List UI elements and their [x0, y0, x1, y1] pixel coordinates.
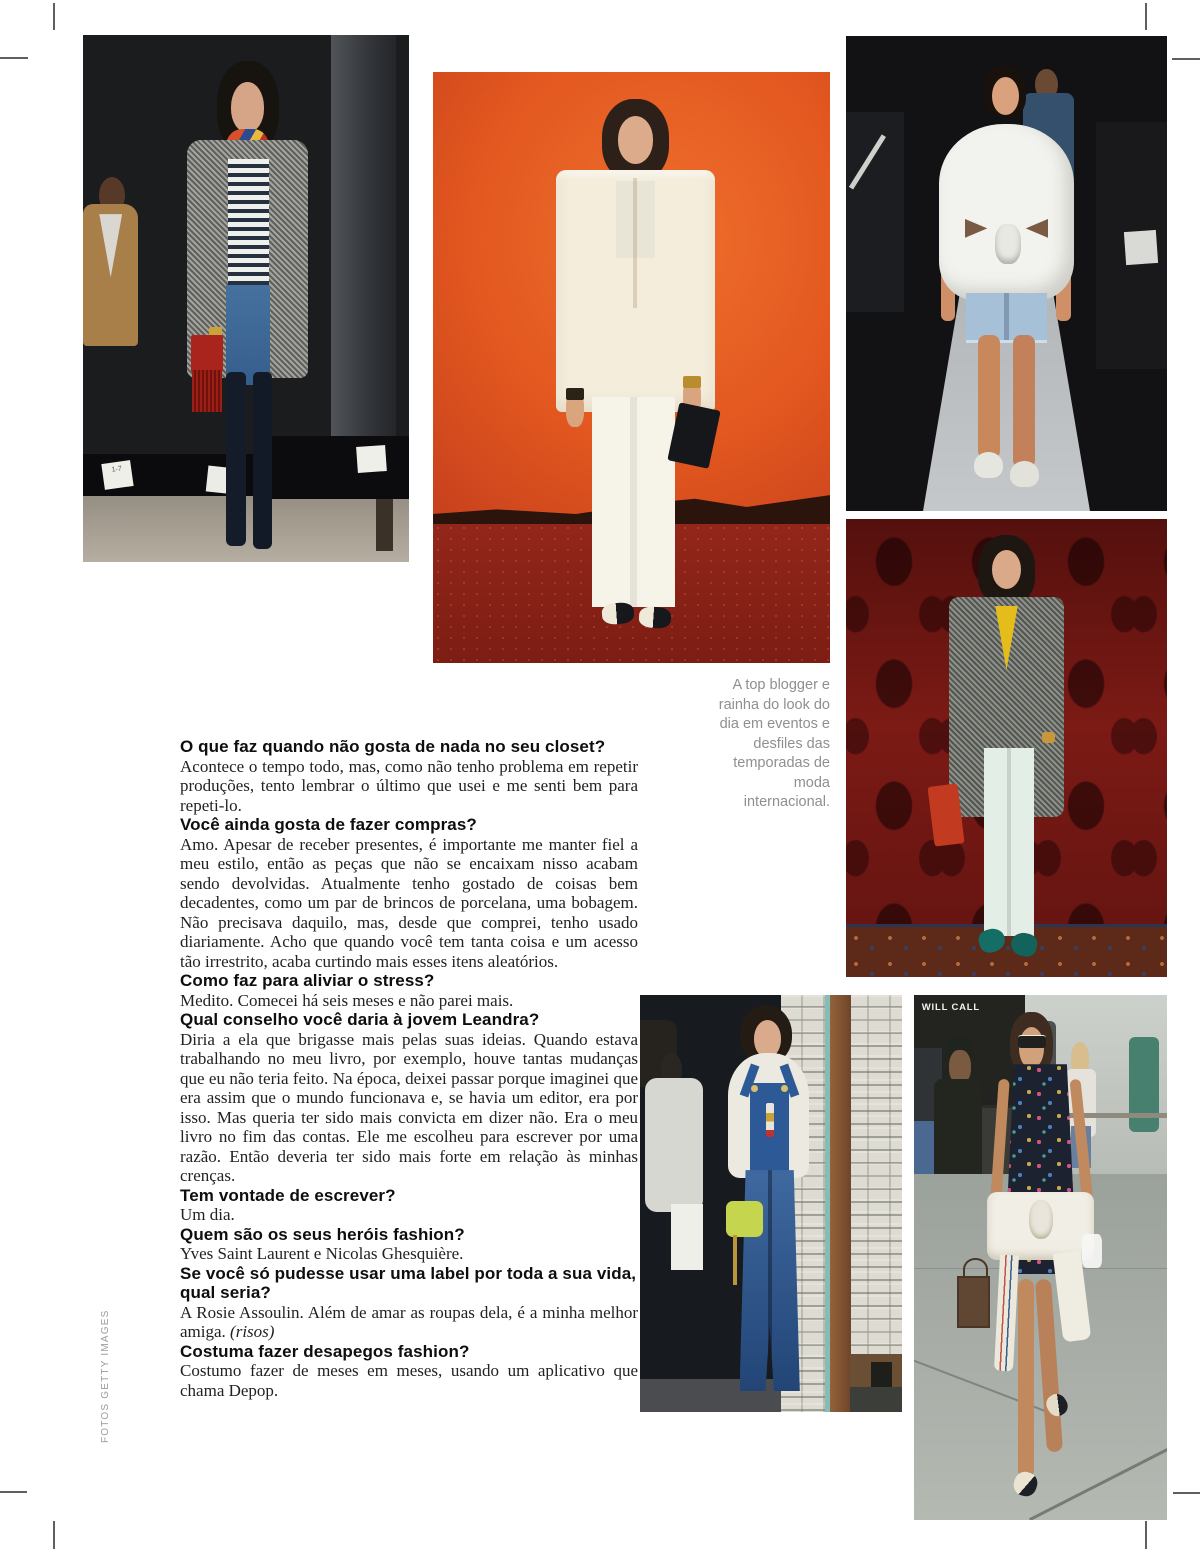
seat-card [356, 445, 387, 473]
photographer [934, 1079, 982, 1184]
concrete-pillar [331, 35, 396, 488]
white-sneaker [974, 452, 1003, 478]
crowd-left [846, 112, 904, 312]
interview-answer: Amo. Apesar de receber presentes, é importante me manter fiel a meu estilo, então as peças que não se encaixam nisso acabam sendo devolvidas. Atualmente tenho gostado de coisas bem decadentes, como um par de brincos de porcelana, uma bobagem. Não precisava daquilo, mas, desde que comprei, tenho usado diariamente. Acho que quando você tem tanta coisa e um acesso tão irrestrito, acaba curtindo mais esses itens aleatórios. [180, 834, 638, 971]
crop-mark-bottom-right-h [1173, 1492, 1200, 1494]
denim-cutoffs [966, 293, 1046, 344]
step-shadow [871, 1362, 892, 1387]
interview-answer: Yves Saint Laurent e Nicolas Ghesquière. [180, 1244, 464, 1263]
crop-mark-bottom-left-v [53, 1521, 55, 1549]
mint-trousers [984, 748, 1034, 936]
interview-column [180, 737, 638, 1400]
white-sneaker [1010, 461, 1039, 487]
white-paper-bag [671, 1204, 702, 1271]
face [231, 82, 264, 132]
face [618, 116, 654, 163]
interview-question: Qual conselho você daria à jovem Leandra? [180, 1010, 540, 1029]
photo-street-stars [914, 995, 1167, 1520]
black-bracelet [566, 388, 584, 400]
interview-question: Tem vontade de escrever? [180, 1185, 396, 1205]
chartreuse-clutch [726, 1201, 763, 1236]
interview-question: Costuma fazer desapegos fashion? [180, 1341, 470, 1361]
photo-caption: A top blogger e rainha do look do dia em eventos e desfiles das temporadas de moda internacional. [718, 677, 830, 810]
crop-mark-top-left-v [53, 3, 55, 30]
photo-orange-backdrop [433, 72, 830, 663]
interview-answer: Diria a ela que brigasse mais pelas suas ideias. Quando estava trabalhando no meu livro, por exemplo, houve tantas mudanças que eu não teria feito. Na época, deixei passar porque imaginei que era assim que o mundo funcionava e, se havia um editor, era por isso. Mas queria ter sido mais convicta em dizer não. Era o meu livro no fim das contas. Ele me escolheu para escrever por uma razão. Então deveria ter sido mais forte em relação às minhas crenças. [180, 1029, 638, 1185]
overall-button [781, 1085, 788, 1092]
interview-question: Se você só pudesse usar uma label por toda a sua vida, qual seria? [180, 1263, 637, 1302]
interview-answer: A Rosie Assoulin. Além de amar as roupas dela, é a minha melhor amiga. (risos) [180, 1302, 638, 1341]
lapel-shadow [633, 178, 637, 308]
sign-text: WILL CALL [921, 1002, 980, 1014]
white-sign [1124, 230, 1158, 265]
step-base [850, 1387, 902, 1412]
striped-tee [228, 159, 269, 291]
interview-answer: Medito. Comecei há seis meses e não parei mais. [180, 990, 514, 1010]
interview-answer: Um dia. [180, 1205, 235, 1224]
white-off-shoulder-blouse [939, 124, 1074, 300]
sunglasses [1018, 1035, 1046, 1048]
red-clutch [191, 335, 224, 372]
interview-question: Quem são os seus heróis fashion? [180, 1224, 465, 1244]
tie-knot [995, 224, 1021, 264]
clutch-fringe [192, 370, 221, 412]
face [754, 1020, 782, 1058]
crop-mark-top-right-h [1172, 58, 1200, 60]
face [992, 77, 1019, 115]
interview-question: O que faz quando não gosta de nada no seu closet? [180, 737, 606, 756]
gold-chain [733, 1235, 737, 1285]
interview-answer: Costumo fazer de meses em meses, usando um aplicativo que chama Depop. [180, 1361, 638, 1400]
crop-mark-top-right-v [1145, 3, 1147, 30]
necklace-charms [766, 1103, 774, 1136]
bench [272, 436, 409, 499]
interview-answer: Acontece o tempo todo, mas, como não tenho problema em repetir produções, tento lembrar o último que usei e me senti bem para repeti-lo. [180, 756, 638, 815]
bench-leg [376, 499, 392, 552]
seat-card: 1-7 [101, 460, 134, 490]
answer-aside: (risos) [230, 1322, 275, 1341]
leg [1013, 335, 1035, 468]
wood-door-frame [830, 995, 851, 1412]
interview-question: Você ainda gosta de fazer compras? [180, 815, 477, 834]
crop-mark-bottom-right-v [1145, 1521, 1147, 1549]
photo-backstage-shorts [846, 36, 1167, 511]
crop-mark-bottom-left-h [0, 1491, 27, 1493]
white-trousers [592, 397, 675, 607]
clear-cup [1082, 1234, 1102, 1268]
gold-bracelet [683, 376, 701, 388]
photo-overalls [640, 995, 902, 1412]
leg [1018, 1279, 1034, 1479]
over-knee-boot [253, 372, 273, 549]
photo-red-damask [846, 519, 1167, 977]
shirt-knot [1029, 1200, 1053, 1239]
face [992, 550, 1021, 589]
leg [978, 335, 1000, 459]
cap-toe-flat [601, 602, 634, 625]
blue-jeans [226, 285, 270, 385]
photo-credit: FOTOS GETTY IMAGES [100, 1309, 111, 1443]
overall-button [751, 1085, 758, 1092]
over-knee-boot [226, 372, 246, 546]
box-bag [957, 1276, 990, 1329]
crop-mark-top-left-h [0, 57, 28, 59]
interview-question: Como faz para aliviar o stress? [180, 971, 435, 990]
white-jacket-bystander [645, 1078, 703, 1211]
photo-front-row [83, 35, 409, 562]
gold-watch [1042, 732, 1055, 743]
